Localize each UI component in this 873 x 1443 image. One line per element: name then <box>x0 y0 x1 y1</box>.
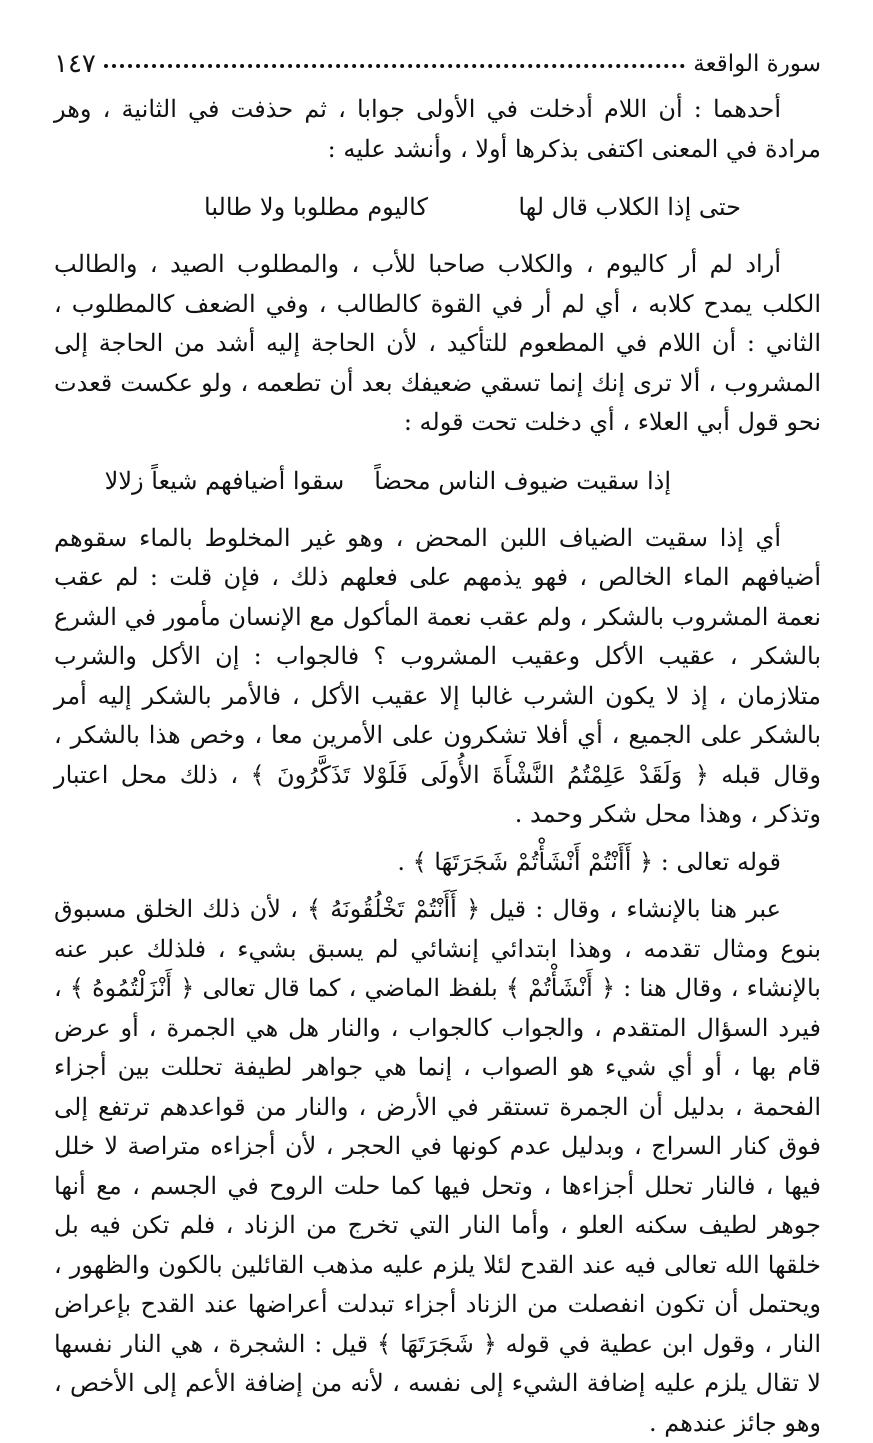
page-body <box>54 90 821 1443</box>
paragraph-2: أراد لم أر كاليوم ، والكلاب صاحبا للأب ، والمطلوب الصيد ، والطالب الكلب يمدح كلابه ، أي لم أر في القوة كالطالب ، وفي الضعف كالمطلوب ، الثاني : أن اللام في المطعوم للتأكيد ، لأن الحاجة إليه أشد من الحاجة إلى المشروب ، ألا ترى إنك إنما تسقي ضعيفك بعد أن تطعمه ، ولو عكست قعدت نحو قول أبي العلاء ، أي دخلت تحت قوله : <box>54 250 821 436</box>
poetry-verse-2 <box>54 461 821 501</box>
paragraph-3: أي إذا سقيت الضياف اللبن المحض ، وهو غير المخلوط بالماء سقوهم أضيافهم الماء الخالص ، فهو يذمهم على فعلهم ذلك ، فإن قلت : لم عقب نعمة المشروب بالشكر ، ولم عقب نعمة المأكول مع الإنسان مأمور في الشرع بالشكر ، عقيب الأكل وعقيب المشروب ؟ فالجواب : إن الأكل والشرب متلازمان ، إذ لا يكون الشرب غالبا إلا عقيب الأكل ، فالأمر بالشكر إليه أمر بالشكر على الجميع ، أي أفلا تشكرون على الأمرين معا ، وخص هذا بالشكر ، وقال قبله ﴿ وَلَقَدْ عَلِمْتُمُ النَّشْأَةَ الأُولَى فَلَوْلا تَذَكَّرُونَ ﴾ ، ذلك محل اعتبار وتذكر ، وهذا محل شكر وحمد . <box>54 523 821 828</box>
verse-1-second-hemistich: كاليوم مطلوبا ولا طالبا <box>204 193 428 221</box>
page-number: ١٤٧ <box>54 49 96 79</box>
surah-title: سورة الواقعة <box>693 51 821 77</box>
verse-2-first-hemistich: إذا سقيت ضيوف الناس محضاً <box>374 466 671 495</box>
running-header <box>54 44 821 84</box>
quran-verse-heading: قوله تعالى : ﴿ أَأَنْتُمْ أَنْشَأْتُمْ شَجَرَتَهَا ﴾ . <box>397 847 781 876</box>
dotted-leader <box>104 64 685 68</box>
paragraph-5: عبر هنا بالإنشاء ، وقال : قيل ﴿ أَأَنْتُمْ تَخْلُقُونَهُ ﴾ ، لأن ذلك الخلق مسبوق بنوع ومثال تقدمه ، وهذا ابتدائي إنشائي لم يسبق بشيء ، فلذلك عبر عنه بالإنشاء ، وقال هنا : ﴿ أَنْشَأْتُمْ ﴾ بلفظ الماضي ، كما قال تعالى ﴿ أَنْزَلْتُمُوهُ ﴾ ، فيرد السؤال المتقدم ، والجواب كالجواب ، والنار هل هي الجمرة ، أو عرض قام بها ، أو أي شيء هو الصواب ، إنما هي جواهر لطيفة تحللت بين أجزاء الفحمة ، بدليل أن الجمرة تستقر في الأرض ، والنار من قواعدهم ترتفع إلى فوق كنار السراج ، وبدليل عدم كونها في الحجر ، لأن أجزاءه متراصة لا خلل فيها ، فالنار تحلل أجزاءها ، وتحل فيها كما حلت الروح في الجسم ، مع أنها جوهر لطيف سكنه العلو ، وأما النار التي تخرج من الزناد ، فلم تكن فيه بل خلقها الله تعالى فيه عند القدح لئلا يلزم عليه مذهب القائلين بالكون والظهور ، ويحتمل أن تكون انفصلت من الزناد أجزاء تبدلت أعراضها عند القدح بإعراض النار ، وقول ابن عطية في قوله ﴿ شَجَرَتَهَا ﴾ قيل : الشجرة ، هي النار نفسها لا تقال يلزم عليه إضافة الشيء إلى نفسه ، لأنه من إضافة الأعم إلى الأخص ، وهو جائز عندهم . <box>54 895 822 1437</box>
verse-2-second-hemistich: سقوا أضيافهم شيعاً زلالا <box>104 466 345 495</box>
verse-1-first-hemistich: حتى إذا الكلاب قال لها <box>518 193 741 221</box>
poetry-verse-1 <box>54 187 821 227</box>
paragraph-1: أحدهما : أن اللام أدخلت في الأولى جوابا ، ثم حذفت في الثانية ، وهر مرادة في المعنى اكتفى بذكرها أولا ، وأنشد عليه : <box>54 95 821 163</box>
